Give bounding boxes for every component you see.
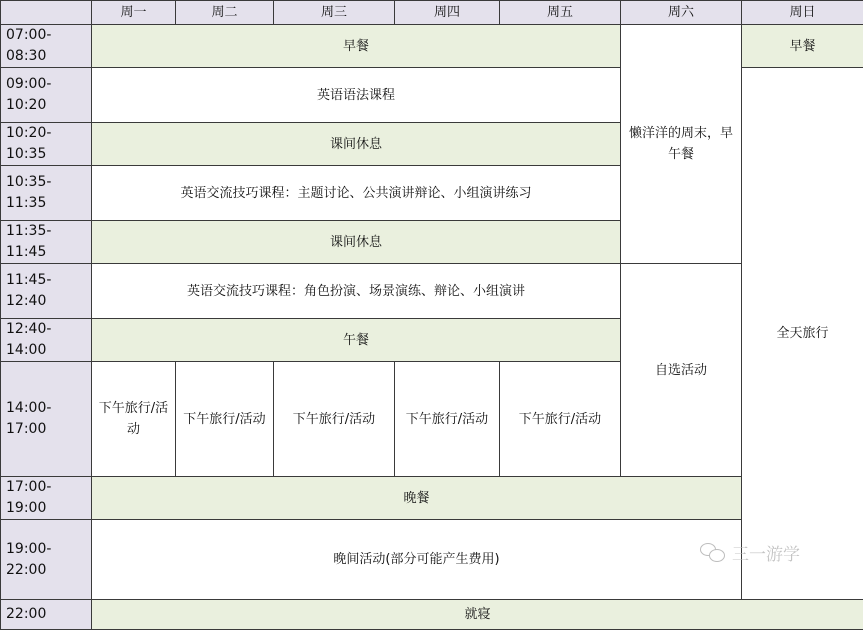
friday-afternoon-activity: 下午旅行/活动: [500, 362, 621, 477]
time-slot: 14:00-17:00: [1, 362, 92, 477]
time-slot: 07:00-08:30: [1, 25, 92, 68]
time-slot: 11:45-12:40: [1, 264, 92, 319]
dinner: 晚餐: [92, 477, 742, 520]
grammar-course: 英语语法课程: [92, 68, 621, 123]
time-slot: 10:20-10:35: [1, 123, 92, 166]
evening-activity: 晚间活动(部分可能产生费用): [92, 520, 742, 600]
sunday-full-day-trip: 全天旅行: [742, 68, 863, 600]
weekday-lunch: 午餐: [92, 319, 621, 362]
communication-course: 英语交流技巧课程：主题讨论、公共演讲辩论、小组演讲练习: [92, 166, 621, 221]
saturday-optional-activity: 自选活动: [621, 264, 742, 477]
time-slot: 09:00-10:20: [1, 68, 92, 123]
time-slot: 22:00: [1, 600, 92, 630]
sunday-breakfast: 早餐: [742, 25, 863, 68]
time-slot: 19:00-22:00: [1, 520, 92, 600]
thursday-afternoon-activity: 下午旅行/活动: [395, 362, 500, 477]
monday-afternoon-activity: 下午旅行/活动: [92, 362, 176, 477]
tuesday-afternoon-activity: 下午旅行/活动: [176, 362, 274, 477]
bedtime: 就寝: [92, 600, 863, 630]
header-wednesday: 周三: [274, 1, 395, 25]
header-monday: 周一: [92, 1, 176, 25]
time-slot: 12:40-14:00: [1, 319, 92, 362]
time-slot: 11:35-11:45: [1, 221, 92, 264]
header-tuesday: 周二: [176, 1, 274, 25]
wednesday-afternoon-activity: 下午旅行/活动: [274, 362, 395, 477]
class-break: 课间休息: [92, 221, 621, 264]
time-slot: 17:00-19:00: [1, 477, 92, 520]
header-corner: [1, 1, 92, 25]
watermark-text: 三一游学: [732, 540, 800, 565]
header-friday: 周五: [500, 1, 621, 25]
weekday-breakfast: 早餐: [92, 25, 621, 68]
time-slot: 10:35-11:35: [1, 166, 92, 221]
header-sunday: 周日: [742, 1, 863, 25]
class-break: 课间休息: [92, 123, 621, 166]
header-saturday: 周六: [621, 1, 742, 25]
communication-course: 英语交流技巧课程：角色扮演、场景演练、辩论、小组演讲: [92, 264, 621, 319]
saturday-brunch: 懒洋洋的周末，早午餐: [621, 25, 742, 264]
header-thursday: 周四: [395, 1, 500, 25]
